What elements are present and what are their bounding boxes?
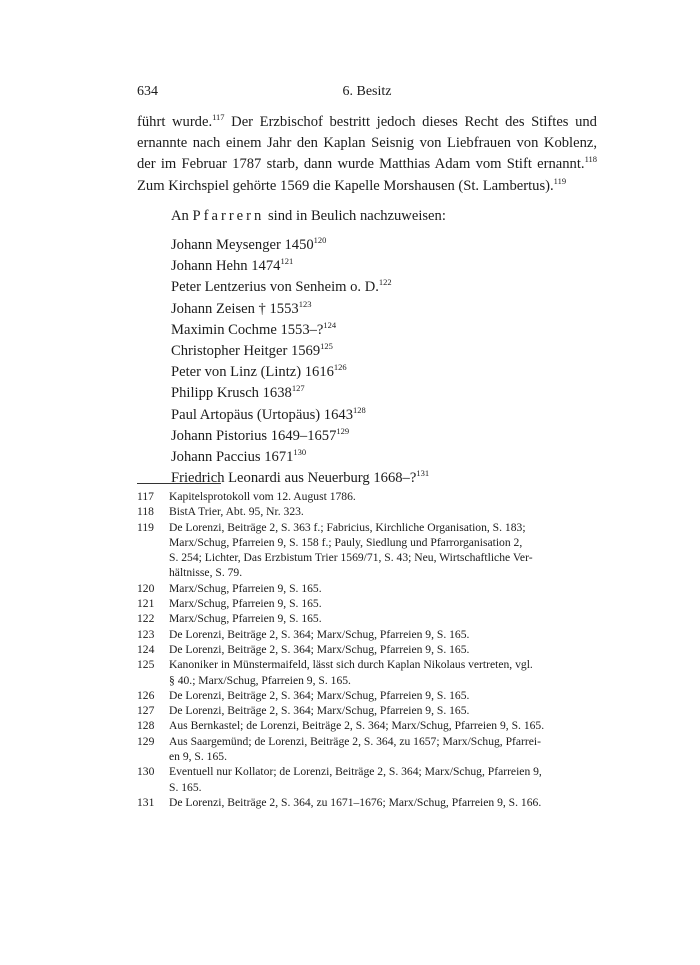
footnote-number: 117: [137, 490, 154, 503]
footnote-text: De Lorenzi, Beiträge 2, S. 364; Marx/Schug, Pfarreien 9, S. 165.: [169, 642, 470, 656]
footnote-ref: 130: [293, 446, 307, 457]
footnote-text: hältnisse, S. 79.: [169, 566, 243, 580]
pastor-entry: Johann Paccius 1671$^{130}$: [171, 446, 307, 465]
pastor-entry: Philipp Krusch 1638$^{127}$: [171, 383, 305, 402]
footnotes: [137, 489, 597, 810]
page-number: 634: [137, 84, 158, 99]
footnote-number: 131: [137, 795, 155, 809]
footnote: [137, 764, 597, 795]
footnote-number: 129: [137, 734, 155, 748]
footnote-number: 123: [137, 627, 155, 641]
footnote-text: en 9, S. 165.: [169, 750, 227, 764]
footnote-text: Kanoniker in Münstermaifeld, lässt sich durch Kaplan Nikolaus vertreten, vgl.: [169, 658, 533, 672]
footnote-number: 127: [137, 704, 155, 718]
spaced-emphasis: Pfarrern: [192, 207, 265, 224]
footnote-text: BistA Trier, Abt. 95, Nr. 323.: [169, 505, 304, 519]
footnote-ref: 125: [320, 340, 333, 351]
footnote: [137, 489, 597, 504]
footnote-number: 125: [137, 658, 155, 672]
pastor-entry: Peter von Linz (Lintz) 1616$^{126}$: [171, 362, 347, 381]
main-text: [137, 112, 597, 489]
footnote-number: 120: [137, 581, 155, 595]
footnote-text: Aus Saargemünd; de Lorenzi, Beiträge 2, S. 364, zu 1657; Marx/Schug, Pfarrei-: [169, 734, 541, 748]
footnote-separator: [137, 483, 221, 484]
footnote-number: 121: [137, 597, 155, 611]
pastor-entry: Peter Lentzerius von Senheim o. D.$^{122}$: [171, 277, 392, 296]
footnote-text: De Lorenzi, Beiträge 2, S. 364; Marx/Schug, Pfarreien 9, S. 165.: [169, 627, 470, 641]
footnote-ref: 117: [212, 112, 225, 122]
pastor-entry: Johann Meysenger 1450$^{120}$: [171, 235, 327, 254]
footnote-ref: 120: [313, 235, 327, 246]
footnote-ref: 129: [336, 425, 350, 436]
footnote-ref: 124: [323, 319, 337, 330]
footnote-text: De Lorenzi, Beiträge 2, S. 364; Marx/Schug, Pfarreien 9, S. 165.: [169, 688, 470, 702]
footnote: [137, 795, 597, 810]
body-line: der im Februar 1787 starb, dann wurde Matthias Adam vom Stift ernannt.$^{118}$: [137, 154, 597, 173]
footnote: [137, 627, 597, 642]
footnote-ref: 127: [291, 383, 305, 394]
footnote-number: 124: [137, 642, 155, 656]
footnote-text: S. 165.: [169, 780, 202, 794]
footnote: [137, 703, 597, 718]
pastor-entry: Christopher Heitger 1569$^{125}$: [171, 340, 333, 359]
footnote-ref: 128: [353, 404, 366, 415]
footnote: [137, 642, 597, 657]
footnote: [137, 734, 597, 765]
footnote-text: Marx/Schug, Pfarreien 9, S. 165.: [169, 597, 322, 611]
footnote-ref: 118: [584, 154, 597, 165]
footnote-text: De Lorenzi, Beiträge 2, S. 364; Marx/Schug, Pfarreien 9, S. 165.: [169, 704, 470, 718]
page-header: [137, 84, 597, 102]
body-line: führt wurde.$^{117}$ Der Erzbischof bestritt jedoch dieses Recht des Stiftes und: [137, 112, 597, 130]
footnote-text: Marx/Schug, Pfarreien 9, S. 165.: [169, 612, 322, 626]
footnote-ref: 121: [280, 256, 294, 267]
footnote: [137, 657, 597, 688]
footnote-text: De Lorenzi, Beiträge 2, S. 363 f.; Fabricius, Kirchliche Organisation, S. 183;: [169, 520, 526, 534]
footnote-ref: 122: [378, 277, 392, 288]
footnote-number: 119: [137, 520, 154, 534]
footnote: [137, 688, 597, 703]
pastors-intro: An Pfarrern sind in Beulich nachzuweisen:: [171, 207, 446, 224]
footnote-ref: 123: [298, 298, 312, 309]
footnote: [137, 504, 597, 519]
footnote-text: Kapitelsprotokoll vom 12. August 1786.: [169, 490, 356, 503]
pastor-entry: Paul Artopäus (Urtopäus) 1643$^{128}$: [171, 404, 366, 423]
footnote: [137, 611, 597, 626]
pastor-entry: Johann Zeisen † 1553$^{123}$: [171, 298, 312, 317]
footnote-text: De Lorenzi, Beiträge 2, S. 364, zu 1671–1676; Marx/Schug, Pfarreien 9, S. 166.: [169, 795, 542, 809]
pastor-entry: Johann Pistorius 1649–1657$^{129}$: [171, 425, 350, 444]
running-title: 6. Besitz: [342, 84, 392, 99]
footnote-number: 122: [137, 612, 155, 626]
footnote-number: 126: [137, 688, 155, 702]
body-line: Zum Kirchspiel gehörte 1569 die Kapelle Morshausen (St. Lambertus).$^{119}$: [137, 175, 567, 194]
footnote-ref: 131: [416, 468, 430, 479]
footnote-number: 118: [137, 505, 154, 519]
footnote: [137, 520, 597, 581]
footnote-text: Marx/Schug, Pfarreien 9, S. 158 f.; Pauly, Siedlung und Pfarrorganisation 2,: [169, 535, 523, 549]
footnote-text: S. 254; Lichter, Das Erzbistum Trier 1569/71, S. 43; Neu, Wirtschaftliche Ver-: [169, 551, 533, 565]
body-line: ernannte nach einem Jahr den Kaplan Seisnig von Liebfrauen von Koblenz,: [137, 135, 597, 152]
footnote-ref: 119: [553, 175, 567, 186]
footnote-number: 128: [137, 719, 155, 733]
footnote-text: Eventuell nur Kollator; de Lorenzi, Beiträge 2, S. 364; Marx/Schug, Pfarreien 9,: [169, 765, 542, 779]
footnote-text: Marx/Schug, Pfarreien 9, S. 165.: [169, 581, 322, 595]
pastor-list: [137, 235, 597, 489]
pastor-entry: Maximin Cochme 1553–?$^{124}$: [171, 319, 337, 338]
footnote-number: 130: [137, 765, 155, 779]
footnote: [137, 596, 597, 611]
footnote: [137, 718, 597, 733]
footnote: [137, 581, 597, 596]
footnote-ref: 126: [333, 362, 347, 373]
pastor-entry: Friedrich Leonardi aus Neuerburg 1668–?$^{131}$: [171, 468, 430, 487]
footnote-text: § 40.; Marx/Schug, Pfarreien 9, S. 165.: [169, 673, 351, 687]
pastor-entry: Johann Hehn 1474$^{121}$: [171, 256, 294, 275]
footnote-text: Aus Bernkastel; de Lorenzi, Beiträge 2, S. 364; Marx/Schug, Pfarreien 9, S. 165.: [169, 719, 545, 733]
